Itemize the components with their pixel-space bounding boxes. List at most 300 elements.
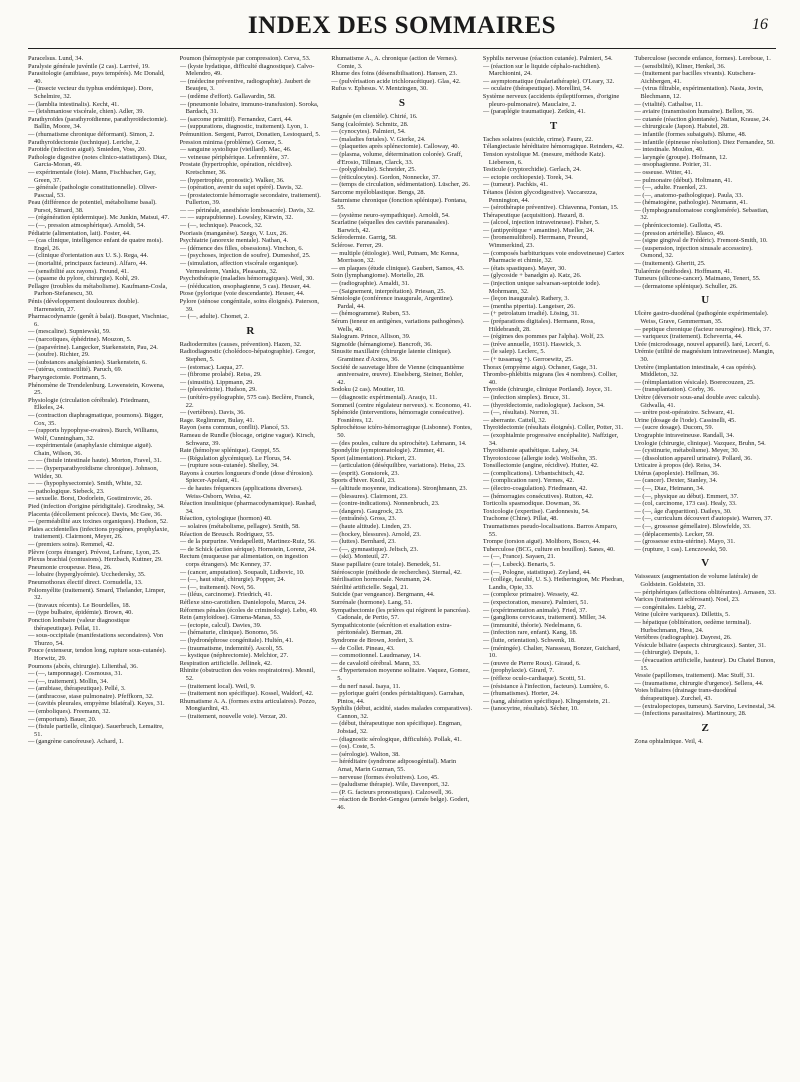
- index-entry: Pellagre (troubles du métabolisme). Kaufmann-Cosla, Parhon-Stefanescu, 30.: [28, 282, 168, 298]
- index-entry: Paralysie générale juvénile (2 cas). Larrivé, 19.: [28, 62, 150, 70]
- index-entry: — (le salep). Leclerc, 5.: [482, 348, 546, 356]
- index-entry: — (glycoside + banadgin a). Katz, 26.: [482, 272, 582, 280]
- index-entry: Réformes pénales (écoles de criminologie). Lebo, 49.: [179, 606, 318, 614]
- index-entry: — (exophtalmie progressive encéphalite). Naffziger, 34.: [482, 431, 619, 447]
- index-entry: — (simulation, affection viscérale organique). Vermeuleren, Vankis, Pleasants, 32.: [179, 260, 299, 275]
- index-entry: Plèvre (corps étranger). Prévost, Lefranc, Lyon, 25.: [28, 548, 161, 556]
- index-entry: — (—, France). Sayaen, 21.: [482, 553, 556, 561]
- index-entry: — (insecte vecteur du typhus endémique). Dore, Schelmire, 32.: [28, 85, 154, 100]
- index-entry: — cutanée (réaction glomtanée). Nattan, Krause, 24.: [634, 115, 771, 123]
- index-entry: — (virus filtrable, expérimentation). Nasta, Jovin, Blechmann, 12.: [634, 85, 764, 100]
- index-entry: Sphrochétose ictéro-hémorragique (Lisbonne). Fontes, 50.: [331, 424, 472, 439]
- index-entry: — ectopie orchiopexie). Torek, 34.: [482, 173, 573, 181]
- index-entry: — (cavités pleurales, empyème bilatéral). Keyes, 31.: [28, 700, 165, 708]
- index-entry: Syndrome de Brown, Jordert, 3.: [331, 636, 414, 644]
- index-entry: Radiodermites (causes, prévention). Hazen, 32.: [179, 340, 302, 348]
- index-entry: Sport (alimentation). Pickert, 23.: [331, 454, 416, 462]
- index-entry: — (urétéro-pyélographie, 575 cas). Beclère, Franck, 22.: [179, 393, 315, 409]
- index-entry: — — (fistule intestinale haute). Morton, Fravel, 31.: [28, 457, 162, 465]
- index-entry: Parotide (infection aiguë). Smieden, Voss, 20.: [28, 146, 146, 154]
- index-entry: — (régénération épidermique). Mc Junkin, Matsui, 47.: [28, 214, 170, 222]
- index-entry: Thyroïdectomie (résultats éloignés). Coller, Potter, 31.: [482, 424, 623, 432]
- index-entry: — chirurgicale (Japon). Habutel, 28.: [634, 123, 729, 131]
- index-entry: Stérilisation hormonale. Neumann, 24.: [331, 576, 431, 584]
- index-entry: Sérum (teneur en antigènes, variations pathogènes). Wells, 40.: [331, 318, 465, 333]
- index-entry: Tuberculose (BCG, culture en bouillon). Sanes, 40.: [482, 545, 615, 553]
- index-entry: — (type bulbaire, épidémie). Brown, 40.: [28, 609, 133, 617]
- index-entry: — (—, adulte). Chomet, 2.: [179, 313, 249, 321]
- index-entry: Varices (traitement sclérosant). Noel, 23.: [634, 596, 740, 604]
- index-entry: — congénitales. Liebig, 27.: [634, 603, 706, 611]
- index-entry: Sang (calcémie). Schmitz, 28.: [331, 120, 409, 128]
- index-entry: Ponction lombaire (valeur diagnostique thérapeutique). Pellat, 11.: [28, 616, 130, 632]
- index-entry: — (paraplégie traumatique). Zetkin, 41.: [482, 108, 586, 116]
- index-entry: Système nerveux (accidents épileptiformes, d'origine pleuro-pulmonaire). Mauclaire, 2.: [482, 92, 620, 108]
- index-entry: — sanguine systolique (vieillard). Mac, 46.: [179, 146, 292, 154]
- index-entry: — (plaquettes après splénectomie). Calloway, 40.: [331, 143, 460, 151]
- index-entry: — (—, technique). Peacock, 32.: [179, 222, 263, 230]
- index-entry: — (sucre dosage). Ducom, 59.: [634, 424, 714, 432]
- section-letter: S: [398, 96, 406, 109]
- index-entry: — (régimes des pommes par l'alpha). Wolf, 23.: [482, 333, 605, 341]
- index-entry: Sodoku (2 cas). Moutier, 10.: [331, 386, 405, 394]
- index-entry: — (dissolution appareil urinaire). Pollard, 36.: [634, 454, 753, 462]
- index-entry: — héréditaire (syndrome adiposogénital). Marin Amat, Marin Guzman, 55.: [331, 758, 457, 774]
- index-entry: — (+ tussamag +). Gerroewitz, 25.: [482, 355, 573, 363]
- index-entry: — (collège, faculté, U. S.). Hetherington, Mc Phedran, Landis, Opie, 33.: [482, 576, 625, 591]
- index-entry: — (vitalité). Cathalise, 11.: [634, 100, 703, 108]
- index-entry: — urètre post-opératoire. Schwarz, 41.: [634, 409, 735, 417]
- index-entry: Vésicule biliaire (aspects chirurgicaux). Santer, 31.: [634, 641, 766, 649]
- index-column-1: [28, 55, 170, 1073]
- index-entry: Tumeurs (silicone-cancer). Maimano, Tenert, 55.: [634, 275, 761, 283]
- index-entry: Pédiatrie (alimentation, lait). Foster, 44.: [28, 229, 131, 237]
- index-entry: — (haute altitude). Linden, 23.: [331, 523, 412, 531]
- index-entry: Rhumatisme A., A. chronique (action de Vernes). Comte, 3.: [331, 55, 458, 70]
- index-entry: — sexuelle. Borst, Dodorlein, Gostimirovic, 26.: [28, 495, 153, 503]
- index-entry: Urine (dosage de l'iode). Cassinelli, 45.: [634, 416, 737, 424]
- index-entry: — (narcotiques, éphédrine). Mouzon, 5.: [28, 335, 132, 343]
- index-entry: — (hématurie, clinique). Bonomo, 56.: [179, 629, 279, 637]
- index-entry: — hépatique (oblitération, oedème terminal). Hurbschmann, Hess, 24.: [634, 618, 751, 634]
- index-entry: — (réimplantation vésicale). Boerecouzen, 25.: [634, 378, 755, 386]
- index-entry: Prostate (hypertrophie, opération, récidive). Kretschmer, 36.: [179, 161, 293, 176]
- index-entry: — (Saignement, interprétation). Priesan, 25.: [331, 287, 446, 295]
- index-entry: — d'hypertension moyenne solitaire. Vaquez, Gomez, 5.: [331, 667, 470, 682]
- index-entry: — (système neuro-sympathique). Arnoldi, 54.: [331, 211, 450, 219]
- index-column-5: [634, 55, 776, 1073]
- index-entry: — (hypertrophie, pronostic). Walker, 36.: [179, 176, 285, 184]
- index-entry: Tétanos (lésion glycodigestive). Vaccarezza, Pennington, 44.: [482, 188, 598, 204]
- index-entry: Stéréoscopie (méthode de recherches). Sternal, 42.: [331, 568, 462, 576]
- index-entry: — intestinale. Moulon, 40.: [634, 146, 704, 154]
- index-entry: Vaisseaux (augmentation de volume latérale) de Goldstein. Goldstein, 33.: [634, 573, 758, 588]
- index-entry: Testicule (cryptorchidie). Gerlach, 24.: [482, 166, 581, 174]
- index-entry: Tonsillectomie (angine, récidive). Hutter, 42.: [482, 462, 599, 470]
- index-entry: — (traumatisme, indemnité). Ascoli, 55.: [179, 644, 284, 652]
- index-entry: Rufus v. Ephesus. V. Mentzingen, 30.: [331, 85, 428, 93]
- section-letter: U: [701, 294, 710, 307]
- index-entry: — (—, résultats). Norren, 31.: [482, 409, 559, 417]
- index-entry: — (ski). Monteuil, 27.: [331, 553, 390, 561]
- index-entry: — (œdème d'effort). Gallavardin, 58.: [179, 92, 276, 100]
- index-entry: — (composés barbituriques voie endoveineuse) Cartex Pharmacie et chimie, 32.: [482, 249, 625, 265]
- index-entry: Thyroïdismie apathétique. Lahey, 34.: [482, 447, 579, 455]
- index-entry: — (rééducation, œsophagienne, 5 cas). Heuser, 44.: [179, 282, 311, 290]
- index-entry: — (fibrome prolabé). Reiss, 29.: [179, 371, 262, 379]
- index-entry: Urée (microdosage, nouvel appareil). Iaré, Lecerf, 6.: [634, 340, 771, 348]
- index-entry: — (démence des filles, obsessions). Vinchon, 6.: [179, 244, 304, 252]
- index-entry: Parasitologie (amibiase, puys tempérés). Mc Donald, 40.: [28, 70, 165, 85]
- index-entry: — (préparations digitales). Hermann, Ross, Hildebrandt, 28.: [482, 318, 595, 333]
- index-entry: Poumon (hémoptysie par compression). Cerva, 53.: [179, 55, 311, 62]
- page-number: 16: [752, 16, 768, 33]
- index-entry: — périphériques (affections oblitérantes). Arnasen, 33.: [634, 588, 776, 596]
- index-entry: — (états spastiques). Mayer, 30.: [482, 264, 567, 272]
- index-entry: Thorax (empyème aigu). Ochsner, Gage, 31.: [482, 363, 598, 371]
- index-entry: Thyrotoxicose (allergie iode). Wolfsohn, 35.: [482, 454, 597, 462]
- index-entry: — — suprapubienne). Lowsley, Kirwin, 32.: [179, 214, 294, 222]
- index-entry: Urémie (utilité de magnésium intraveineuse). Mangin, 30.: [634, 348, 775, 363]
- index-entry: — (premiers soins). Remmel, 42.: [28, 541, 114, 548]
- index-entry: — (complication rare). Yermes, 42.: [482, 477, 574, 485]
- index-entry: — (contraction diaphragmatique, poumons). Bigger, Cox, 35.: [28, 411, 164, 427]
- index-entry: — (traumatisme, chirurgie d'urgence). Sellera, 44.: [634, 679, 764, 687]
- index-entry: — (blessures). Clairmont, 23.: [331, 492, 408, 500]
- index-entry: Spondylite (symptomatologie). Zimmer, 41.: [331, 447, 445, 455]
- index-entry: — (substances analgésiantes). Starkenstein, 6.: [28, 358, 147, 366]
- index-entry: — pulmonaire (début). Holtmann, 41.: [634, 176, 733, 184]
- index-entry: — (début, thérapeutique non spécifique). Engman, Jobstad, 32.: [331, 720, 462, 736]
- index-entry: Sports d'hiver. Knoll, 23.: [331, 477, 396, 485]
- index-entry: — (traitement, nouvelle voie). Verzar, 20.: [179, 712, 288, 720]
- section-letter: T: [549, 119, 558, 132]
- index-entry: — (diagnostic expérimental). Araujo, 11.: [331, 393, 437, 401]
- index-entry: Rayons à courtes longueurs d'onde (dose d'érosion). Spiecer-Apolant, 41.: [179, 469, 314, 485]
- index-entry: — (infection simplex). Bruce, 31.: [482, 393, 570, 401]
- index-entry: Réflexe sino-carotidien. Danielopolu, Marcu, 24.: [179, 598, 307, 606]
- index-entry: Société de sauvetage libre de Vienne (cinquantième anniversaire, œuvre). Eiselsberg, Steiner, Bohler, 42.: [331, 363, 465, 386]
- index-entry: — (mescaline). Supniewski, 59.: [28, 328, 111, 336]
- index-entry: — (—, pression atmosphérique). Arnoldi, 54.: [28, 222, 146, 230]
- index-entry: Radiodiagnostic (cholédoco-hépatographie). Gregor, Stephen, 5.: [179, 348, 316, 363]
- index-entry: — (dermatome splénique). Schuller, 26.: [634, 282, 738, 290]
- index-entry: Vertèbres (radiographie). Dayrest, 26.: [634, 634, 732, 642]
- index-entry: — (tréve annuelle, 1931). Haswick, 3.: [482, 340, 582, 348]
- index-entry: — oculaire (thérapeutique). Morellini, 54.: [482, 85, 592, 93]
- index-entry: — œsophagienne. Poirier, 31.: [634, 161, 711, 169]
- index-entry: — (chirurgie). Depuis, 1.: [634, 649, 700, 657]
- index-entry: — (gangrène cancéreuse). Achard, 1.: [28, 738, 124, 746]
- index-entry: Ulcère gastro-duodénal (pathogénie expérimentale). Weiss, Grave, Gemmerman, 35.: [634, 310, 769, 325]
- index-entry: Pied (infection d'origine péridigitale). Grodinsky, 34.: [28, 503, 165, 511]
- index-entry: — (évacuation artificielle, hauteur). Du Chatel Bunon, 15.: [634, 656, 776, 672]
- index-entry: — (—, Lubeck). Benaris, 5.: [482, 561, 556, 568]
- index-entry: Scarlatine (séquelles des cavités paranasales). Barwich, 42.: [331, 219, 449, 234]
- index-entry: — (—, physique au début). Emmert, 37.: [634, 492, 739, 500]
- index-entry: — (des poules, culture du spirochète). Lehmann, 14.: [331, 439, 467, 447]
- index-entry: Psychiatrie (anorexie mentale). Nathan, 4.: [179, 237, 289, 245]
- index-entry: — laryngée (groupe). Hofmann, 12.: [634, 153, 728, 161]
- index-entry: — de hautes fréquences (applications diverses). Weiss-Osborn, Weiss, 42.: [179, 485, 303, 500]
- index-entry: — (cancer). Dexter, Stanley, 34.: [634, 477, 718, 485]
- index-entry: — (rhumatismes). Horter, 24.: [482, 690, 560, 698]
- index-entry: — de cavaloïd cérébral. Mann, 33.: [331, 659, 421, 667]
- index-entry: — (cas clinique, intelligence enfant de quatre mois). Engel, 26.: [28, 237, 163, 252]
- index-entry: — (diagnostic sérologique, difficultés). Pollak, 41.: [331, 735, 462, 743]
- index-entry: — sous-occipitale (manifestations secondaires). Von Thurzo, 54.: [28, 632, 164, 647]
- index-entry: — (traitement local). Weil, 9.: [179, 682, 256, 690]
- index-entry: — (psychoses, injection de soufre). Dumeshof, 25.: [179, 252, 311, 260]
- header-rule: [28, 48, 776, 49]
- index-entry: Télangiectasie héréditaire hémorragique. Reinders, 42.: [482, 143, 624, 151]
- index-entry: — (sang, altération spécifique). Klingenstein, 21.: [482, 697, 610, 705]
- index-entry: — (spasme du pylore, chirurgie). Kohl, 29.: [28, 275, 140, 283]
- index-entry: — peptique chronique (facteur neurogène). Hick, 37.: [634, 325, 772, 333]
- page-header: [28, 10, 776, 48]
- index-entry: — osseuse. Witter, 41.: [634, 168, 693, 176]
- index-entry: — (sérologie). Walton, 38.: [331, 750, 400, 758]
- index-entry: — (soufre). Richter, 29.: [28, 351, 90, 359]
- index-entry: — expérimentale (foie). Mann, Fischbacher, Gay, Green, 37.: [28, 168, 156, 184]
- index-entry: — nerveuse (formes évolutives). Loo, 45.: [331, 773, 439, 781]
- index-entry: — (rhumatisme chronique déformant). Simon, 2.: [28, 130, 155, 138]
- index-entry: — (ganglions cervicaux, traitement). Miller, 34.: [482, 614, 607, 622]
- index-entry: — asymptomatique (malariathérapie). O'Leary, 32.: [482, 77, 615, 85]
- index-entry: — (immunité, théorie). Nedelmann, 6.: [482, 621, 582, 629]
- index-entry: Surrénale (hormone). Lang, 51.: [331, 598, 413, 606]
- index-entry: Psychothérapie (maladies hémorragiques). Weil, 30.: [179, 275, 314, 283]
- index-entry: — — périnéale, anesthésie lombosacrée). Davis, 32.: [179, 206, 315, 214]
- index-entry: Zona ophtalmique. Veil, 4.: [634, 737, 703, 745]
- index-entry: Pneumonie croupeuse. Hess, 26.: [28, 563, 112, 571]
- index-entry: — (cystinurie, métabolisme). Meyer, 30.: [634, 447, 740, 455]
- index-entry: — expérimentale (anaphylaxie chimique aiguë). Chain, Wilson, 36.: [28, 442, 153, 457]
- index-entry: — (plasma, volume, détermination colorée). Graff, d'Erosio, Tillman, Clarck, 33.: [331, 150, 463, 166]
- index-entry: — (réflexe oculo-cardiaque). Scotti, 51.: [482, 674, 586, 682]
- index-entry: — multiple (étiologie). Weil, Putnam, Mc Kenna, Morrisson, 32.: [331, 249, 459, 265]
- index-entry: — (lamblia intestinalis). Kecht, 41.: [28, 100, 119, 108]
- index-entry: — commotionnel. Laudmanay, 14.: [331, 652, 421, 660]
- index-entry: Sympathectomie (les prières qui régirent le pancréas). Cadonale, de Pertio, 57.: [331, 606, 471, 622]
- index-entry: Urètre (déversoir sous-anal double avec calculs). Gidwalla, 41.: [634, 393, 761, 409]
- index-entry: — (suppurations, diagnostic, traitement). Lyon, 1.: [179, 123, 309, 131]
- index-entry: — (maladies fœtales). V. Gierke, 24.: [331, 135, 426, 143]
- index-entry: — (hockey, blessures). Arnold, 23.: [331, 530, 421, 538]
- index-entry: — (dangers). Gaugrock, 23.: [331, 507, 404, 515]
- index-entry: Phénomène de Trendelenburg. Lowenstein, Kowena, 25.: [28, 381, 165, 397]
- index-entry: Thérapeutique (acquisition). Hazard, 8.: [482, 211, 584, 219]
- index-entry: — (traitement non spécifique). Kossel, Waldorf, 42.: [179, 690, 314, 698]
- index-entry: — (vertèbres). Davis, 36.: [179, 409, 246, 417]
- index-entry: Sigmoïde (hémangiome). Bancroft, 36.: [331, 340, 433, 348]
- index-entry: — (—, adulte. Fraenkel, 23.: [634, 184, 707, 192]
- index-entry: — (réaction sur le liquide céphalo-rachidien). Marchionini, 24.: [482, 62, 601, 78]
- index-entry: Rage. Reglimmer, Bulay, 41.: [179, 416, 255, 424]
- index-entry: — solaires (métabolisme, pellagre). Smith, 58.: [179, 523, 300, 531]
- index-entry: Rate (hémolyse splénique). Greppi, 55.: [179, 447, 281, 455]
- index-entry: Veine (ulcère variqueux). Dillettis, 5.: [634, 611, 731, 619]
- index-entry: — (infections parasitaires). Martinoury, 28.: [634, 710, 747, 718]
- index-entry: Rein (amyloïdose). Gimena-Manas, 53.: [179, 614, 282, 622]
- index-entry: Urticaire à propos (de). Reiss, 34.: [634, 462, 722, 470]
- index-entry: Tularémie (méthodes). Hoffmann, 41.: [634, 267, 732, 275]
- index-entry: — (cynocytes). Palmieri, 54.: [331, 128, 406, 136]
- index-entry: Suicide (par vengeance). Bergmann, 44.: [331, 591, 435, 599]
- index-entry: — (phrénicectomie). Gullotta, 45.: [634, 222, 722, 230]
- index-entry: Ptose (pylorique (voie descendante). Heuser, 44.: [179, 290, 305, 298]
- index-entry: — (ectopie, calcul). Davies, 39.: [179, 621, 262, 629]
- index-entry: — (entraînés). Gross, 23.: [331, 515, 397, 523]
- section-letter: V: [701, 557, 710, 570]
- index-entry: Pylore (sténose congénitale, soins éloignés). Paterson, 39.: [179, 298, 320, 313]
- index-entry: Rectum (muqueuse par alimentation, on ingestion corps étrangers). Mc Kenney, 37.: [179, 553, 308, 568]
- index-entry: Rameau de Rundle (blocage, origine vague). Kirsch, Schwanz, 39.: [179, 431, 315, 447]
- section-letter: Z: [701, 721, 709, 734]
- index-entry: — (travaux récents). Le Bourdelles, 18.: [28, 601, 131, 609]
- index-entry: — (paludisme thérapie). Wile, Davenport, 32.: [331, 781, 450, 789]
- index-entry: — (transplantation). Corby, 36.: [634, 386, 716, 394]
- index-entry: — (pneumonie lobaire, immuno-transfusion). Soroka, Bardach, 31.: [179, 100, 319, 116]
- index-entry: Rhumatisme A. A. (formes extra articulaires). Pozzo, Mongiardini, 43.: [179, 697, 317, 713]
- index-entry: — (—, tamponnage). Cosmouss, 31.: [28, 670, 123, 678]
- index-entry: — (col, carcinome, 173 cas). Healy, 33.: [634, 500, 737, 508]
- index-entry: Plaies accidentelles (infections pyogènes, prophylaxie, traitement). Clairmont, Meyer, 26.: [28, 525, 169, 541]
- index-entry: Sommeil (centre régulateur nerveux). v. Economo, 41.: [331, 401, 472, 409]
- index-entry: — variqueux (traitement). Echeverria, 44.: [634, 333, 743, 341]
- index-entry: Pression minima (problème). Gomez, 5.: [179, 138, 283, 146]
- index-entry: — du nerf nasal. Isaya, 11.: [331, 682, 401, 690]
- index-entry: — (rupture, 1 cas). Lenczowski, 50.: [634, 545, 728, 553]
- index-entry: — (—, Pologne, statistique). Zeyland, 44.: [482, 568, 591, 576]
- index-entry: Trompe (torsion aiguë). Moliboro, Bosco, 44.: [482, 538, 601, 546]
- index-entry: — infantile (formes subaiguës). Blume, 48.: [634, 130, 747, 138]
- index-entry: — (Régulation glycémique). Le Florus, 54.: [179, 454, 292, 462]
- index-entry: — de Collet. Pineau, 43.: [331, 644, 395, 652]
- index-entry: — (perméabilité aux toxines organiques). Hudson, 52.: [28, 518, 168, 526]
- index-entry: Placenta (décollement précoce). Davis, Mc Gee, 36.: [28, 510, 163, 518]
- index-entry: Poliomyélite (traitement). Smard, Thelander, Limper, 32.: [28, 586, 166, 602]
- index-entry: — (utérus, contractilité). Paruch, 69.: [28, 366, 123, 374]
- index-entry: Prémunition. Sergent, Parrot, Donatien, Lestoquard, 5.: [179, 130, 321, 138]
- index-entry: — (articulation (déséquilibre, variations). Heiss, 23.: [331, 462, 466, 470]
- index-entry: — (suspension, injection sinusale accessoire). Osmond, 32.: [634, 244, 753, 260]
- index-entry: Réaction insulinique (pharmacodynamique). Rashad, 34.: [179, 500, 317, 515]
- index-entry: — (sérothérapie préventive). Chiavenna, Fontan, 15.: [482, 204, 619, 212]
- index-entry: — — (hyperparathyroïdisme chronique). Johnson, Wilder, 30.: [28, 465, 159, 480]
- index-entry: Sinusite maxillaire (chirurgie latente clinique). Gramtinez d'Axiros, 36.: [331, 348, 452, 363]
- index-entry: Réaction de Breusch. Rodriguez, 55.: [179, 530, 275, 538]
- index-entry: Respiration artificielle. Jellinek, 42.: [179, 659, 272, 667]
- index-entry: — (pression artérielle). Blasco, 49.: [634, 229, 725, 237]
- index-entry: Pharyngectomie. Portmann, 5.: [28, 373, 107, 381]
- index-entry: — (P. G. facteurs pronostiques). Calzowell, 36.: [331, 788, 453, 796]
- index-entry: — (emporium). Bauer, 20.: [28, 715, 97, 723]
- index-entry: Trachome (Chine). Pillat, 48.: [482, 515, 558, 523]
- index-entry: — (sinusitis). Lippmann, 29.: [179, 378, 254, 386]
- index-entry: Pharmacodynamie (genêt à balai). Busquet, Vischniac, 6.: [28, 313, 169, 328]
- index-entry: — kystique (néphrectomie). Melchior, 27.: [179, 652, 289, 660]
- index-entry: — (injection unique salvarsan-septoide iode). Mohrmann, 32.: [482, 280, 601, 295]
- index-entry: — (œuvre de Pierre Roux). Giraud, 6.: [482, 659, 581, 667]
- index-entry: Urologie (chirurgie, clinique). Vazquez, Bruhn, 54.: [634, 439, 766, 447]
- index-entry: — (déplacements). Lecker, 59.: [634, 530, 714, 538]
- index-entry: — (—, traitement). Novi, 56.: [179, 583, 256, 591]
- index-entry: Saturnisme chronique (fonction splénique). Fontana, 55.: [331, 196, 467, 212]
- index-entry: Pathologie digestive (notes clinico-statistiques). Diaz, Garcia-Moran, 49.: [28, 153, 167, 169]
- index-entry: — aberrante. Cattell, 32.: [482, 416, 547, 424]
- index-entry: — (complications). Urbantschitsch, 42.: [482, 469, 585, 477]
- index-entry: — (médecine préventive, radiographie). Jaubert de Beaujeu, 3.: [179, 77, 311, 93]
- index-entry: — (temps de circulation, sédimentation). Lüscher, 26.: [331, 181, 471, 189]
- index-entry: — de Schick (action sérique). Hornstein, Lorenz, 24.: [179, 545, 316, 553]
- index-entry: Paracelsus. Lund, 34.: [28, 55, 84, 62]
- index-entry: Peau (différence de potentiel, métabolisme basal). Pursot, Simard, 38.: [28, 199, 157, 214]
- index-entry: — (opération, avenir du sujet opéré). Davis, 32.: [179, 184, 303, 192]
- index-entry: — (—, Diaz, Heimann, 34.: [634, 485, 705, 493]
- index-entry: — pylorique guéri (ondes péristaltiques). Garrahan, Pintos, 44.: [331, 690, 465, 705]
- index-entry: — (—, grossesse gémellaire). Blowfelde, 33.: [634, 523, 751, 531]
- index-entry: — (hydronéphrose congénitale). Hultén, 41.: [179, 636, 294, 644]
- index-entry: — infantile (épineuse résolution). Diez Fernandez, 50.: [634, 138, 775, 146]
- index-entry: — (pulvérisation acide trichloracétique). Glas, 42.: [331, 77, 461, 85]
- index-entry: Stérilité artificielle. Segal, 21.: [331, 583, 409, 591]
- index-entry: — (leishmaniose viscérale, chien). Adler, 39.: [28, 108, 145, 116]
- index-entry: — (hémogramme). Ruben, 53.: [331, 310, 411, 318]
- section-letter: R: [246, 324, 255, 337]
- index-entry: Taches solaires (suicide, crime). Faure, 22.: [482, 135, 593, 143]
- index-entry: — (rapports hypophyse-ovaires). Burch, Williams, Wolf, Cunningham, 32.: [28, 427, 159, 442]
- index-entry: — (extralopectopes, tumeurs). Sarvino, Levinestal, 34.: [634, 702, 776, 710]
- index-entry: — (clinique d'orientation aux U. S.). Rega, 44.: [28, 252, 149, 260]
- index-entry: Psoriasis (manganèse). Szego, V. Lux, 26.: [179, 229, 288, 237]
- index-entry: — (hématogène, pathologie). Neumann, 41.: [634, 199, 748, 207]
- index-entry: — (fistule partielle, clinique). Sauerbruch, Lemaitre, 51.: [28, 723, 164, 738]
- index-entry: — (mortalité, principaux facteurs). Alfaro, 44.: [28, 260, 148, 268]
- index-entry: — (altitude moyenne, indications). Stronjhmann, 23.: [331, 485, 468, 493]
- index-entry: — (lymphogranulomatose conglomérée). Sebastian, 32.: [634, 206, 769, 222]
- index-entry: — en plaques (étude clinique). Gaubert, Samos, 43.: [331, 264, 465, 272]
- index-entry: — (expérimentation animale). Fried, 37.: [482, 606, 588, 614]
- index-column-4: [483, 55, 625, 1073]
- index-entry: — (prophylaxie). Girard, 7.: [482, 667, 554, 675]
- index-entry: — (sarcome primitif). Fernandez, Carri, 44.: [179, 115, 293, 123]
- index-column-2: [180, 55, 322, 1073]
- index-entry: Parathyroïdes (parathyroïdienne, parathyroïdectomie). Ballin, Moore, 34.: [28, 115, 168, 131]
- index-entry: — (méningée). Chalier, Nansseau, Bonzer, Guichard, 10.: [482, 644, 621, 660]
- index-entry: — (os). Coste, 5.: [331, 743, 376, 751]
- index-column-3: [331, 55, 473, 1073]
- index-entry: Sclérodermie. Garrig, 58.: [331, 234, 397, 242]
- index-entry: — (contre-indications). Nonnenbruch, 23.: [331, 500, 440, 508]
- index-entry: — — (hypophysectomie). Smith, White, 32.: [28, 480, 143, 488]
- index-entry: Sialogram. Prince, Allison, 39.: [331, 333, 411, 341]
- index-entry: — (luttes). Bernhard, 23.: [331, 538, 396, 546]
- index-entry: — (électro-coagulation). Friedmann, 42.: [482, 485, 588, 493]
- index-entry: — (alcool, injection intraveineuse). Fisher, 5.: [482, 219, 600, 227]
- index-entry: Sympathicotonie (sécrétion et exaltation extra-péritonéale). Berman, 28.: [331, 621, 452, 637]
- index-entry: — générale (pathologie constitutionnelle). Oliver-Pascual, 53.: [28, 184, 158, 199]
- index-entry: Tension systolique M. (mesure, méthode Katz). Lieberson, 6.: [482, 150, 605, 166]
- index-entry: — (prostatectomie hémorragie secondaire, traitement). Fullerton, 39.: [179, 191, 321, 207]
- index-entry: — (réticulocytes). Gordon, Nonnecke, 37.: [331, 173, 440, 181]
- index-entry: — réaction de Bordet-Gengou (armée belge). Godert, 46.: [331, 796, 470, 811]
- index-entry: Soin (lymphangiome). Mortello, 28.: [331, 272, 425, 280]
- index-entry: — (esprit). Gonsiorek, 23.: [331, 469, 400, 477]
- index-entry: Sphénoïde (interventions, hémorragie consécutive). Fosnières, 12.: [331, 409, 465, 424]
- index-entry: — (rupture sous-cutanée). Shelley, 34.: [179, 462, 279, 470]
- index-entry: — (anthracose, stase pulmonaire). Pfeffkorn, 32.: [28, 692, 154, 700]
